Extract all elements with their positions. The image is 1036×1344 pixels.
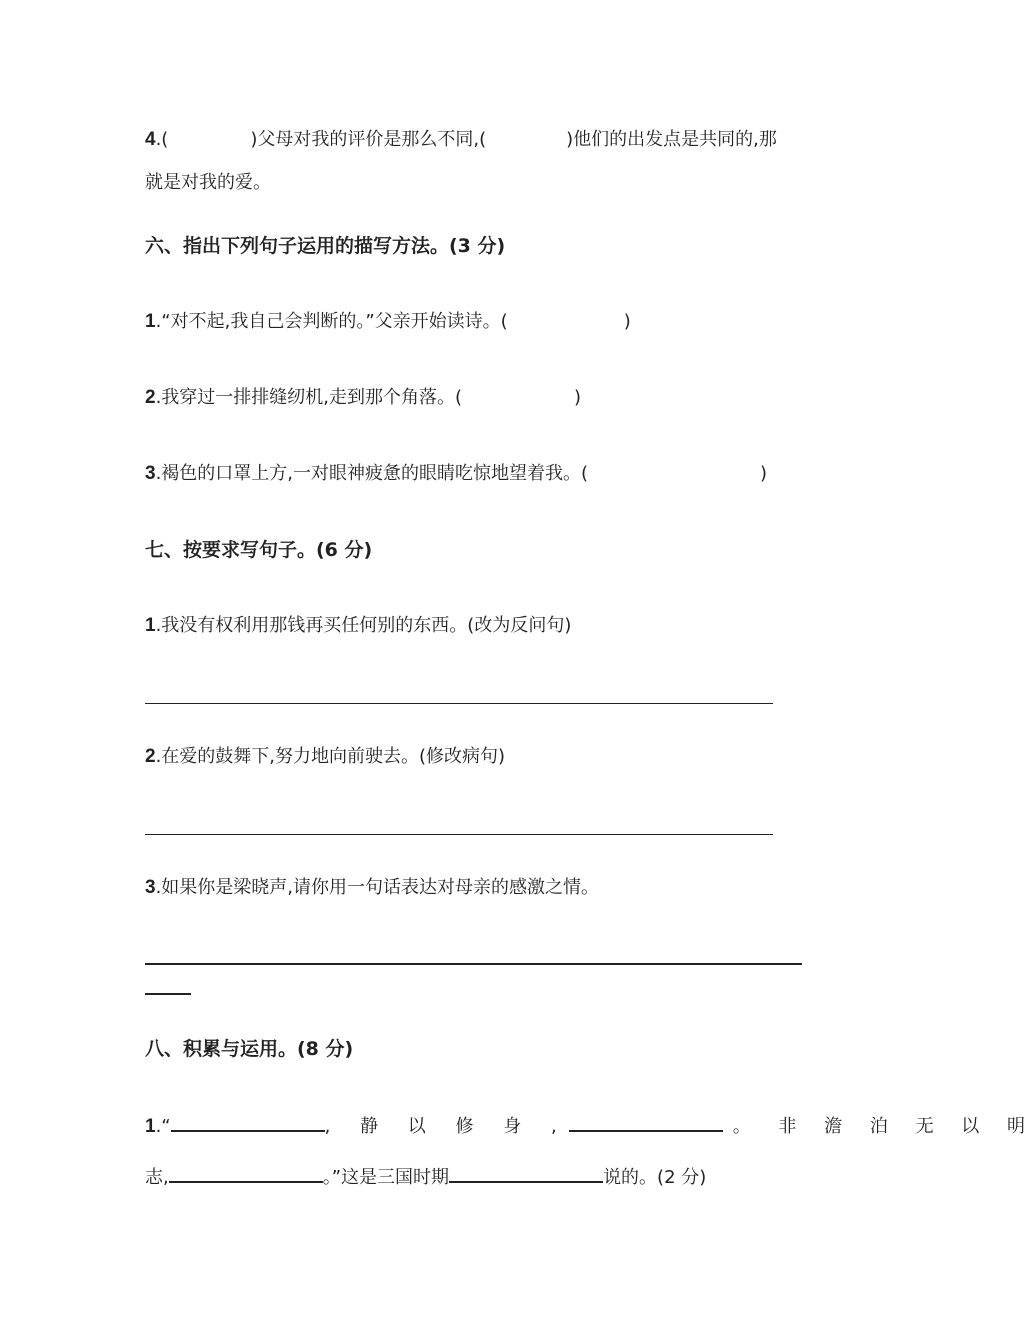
question-number: 1 bbox=[145, 615, 156, 636]
question-text: .我没有权利用那钱再买任何别的东西。(改为反问句) bbox=[155, 615, 572, 636]
question-text: , 静 以 修 身 , bbox=[324, 1116, 569, 1137]
section-7-question-2 bbox=[145, 745, 505, 769]
question-text: )他们的出发点是共同的,那 bbox=[566, 129, 777, 150]
question-text: .我穿过一排排缝纫机,走到那个角落。( bbox=[155, 387, 463, 408]
fill-blank[interactable] bbox=[171, 1112, 325, 1132]
question-number: 1 bbox=[145, 311, 156, 332]
section-6-question-2 bbox=[145, 386, 581, 410]
section-8-question-1-line-2 bbox=[145, 1163, 706, 1190]
question-text: .如果你是梁晓声,请你用一句话表达对母亲的感激之情。 bbox=[155, 877, 600, 898]
question-text: 。 非 澹 泊 无 以 明 bbox=[732, 1116, 1036, 1137]
question-text: .褐色的口罩上方,一对眼神疲惫的眼睛吃惊地望着我。( bbox=[155, 463, 589, 484]
fill-blank[interactable] bbox=[169, 1163, 323, 1183]
question-5-4-line-2 bbox=[145, 171, 271, 195]
fill-blank[interactable] bbox=[449, 1163, 603, 1183]
question-number: 4 bbox=[145, 129, 156, 150]
question-number: 1 bbox=[145, 1116, 156, 1137]
answer-line[interactable] bbox=[145, 834, 773, 835]
fill-blank[interactable] bbox=[569, 1112, 723, 1132]
paren-close: ) bbox=[574, 387, 582, 408]
question-5-4-line-1 bbox=[145, 128, 777, 152]
question-text: 。”这是三国时期 bbox=[322, 1167, 450, 1188]
section-7-question-1 bbox=[145, 614, 571, 638]
question-text: .“对不起,我自己会判断的。”父亲开始读诗。( bbox=[155, 311, 508, 332]
section-8-title: 八、积累与运用。(8 分) bbox=[145, 1038, 354, 1060]
answer-line[interactable] bbox=[145, 703, 773, 704]
answer-line[interactable] bbox=[145, 993, 191, 995]
paren-close: ) bbox=[623, 311, 631, 332]
question-number: 3 bbox=[145, 463, 156, 484]
question-text: .“ bbox=[155, 1116, 171, 1137]
section-6-question-3 bbox=[145, 462, 767, 486]
question-number: 3 bbox=[145, 877, 156, 898]
section-6-title: 六、指出下列句子运用的描写方法。(3 分) bbox=[145, 235, 506, 257]
section-8-question-1-line-1 bbox=[145, 1112, 1036, 1139]
question-number: 2 bbox=[145, 387, 156, 408]
paren-close: ) bbox=[760, 463, 768, 484]
question-text: .在爱的鼓舞下,努力地向前驶去。(修改病句) bbox=[155, 746, 506, 767]
question-text: 就是对我的爱。 bbox=[145, 172, 271, 193]
question-text: 说的。(2 分) bbox=[603, 1167, 707, 1188]
answer-line[interactable] bbox=[145, 963, 802, 965]
question-text: )父母对我的评价是那么不同,( bbox=[250, 129, 487, 150]
section-6-question-1 bbox=[145, 310, 631, 334]
question-text: 志, bbox=[145, 1167, 169, 1188]
section-7-title: 七、按要求写句子。(6 分) bbox=[145, 539, 373, 561]
question-number: 2 bbox=[145, 746, 156, 767]
section-7-question-3 bbox=[145, 876, 599, 900]
paren-open: .( bbox=[155, 129, 169, 150]
